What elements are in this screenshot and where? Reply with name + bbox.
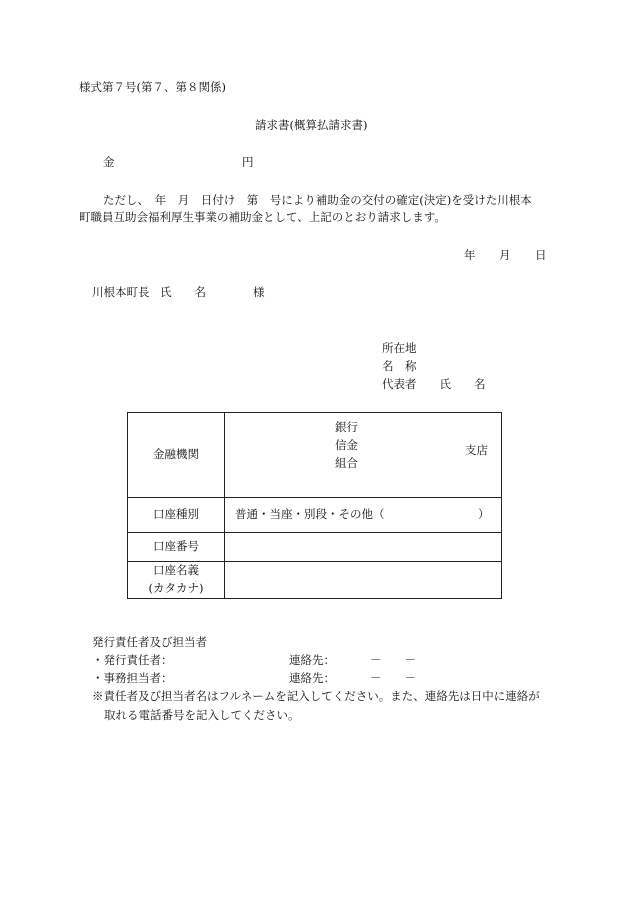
issuer-contact-label: 連絡先： xyxy=(289,653,335,667)
account-number-cell xyxy=(225,533,502,562)
addressee-name-label: 氏 名 xyxy=(160,285,206,299)
institution-types xyxy=(335,419,358,472)
account-type-options: 普通・当座・別段・その他（ xyxy=(235,507,385,522)
account-type-close-paren: ） xyxy=(478,507,490,521)
institution-label: 金融機関 xyxy=(128,413,225,498)
institution-cell xyxy=(225,413,502,498)
addressee-honorific: 様 xyxy=(253,285,265,299)
applicant-representative-label: 代表者 氏 名 xyxy=(382,377,486,391)
form-number: 様式第７号(第７、第８関係) xyxy=(79,80,226,94)
account-name-cell xyxy=(225,562,502,599)
institution-type-bank: 銀行 xyxy=(335,420,358,434)
applicant-address-label: 所在地 xyxy=(382,341,417,355)
staff-contact-format: － － xyxy=(370,671,416,685)
bank-account-table xyxy=(127,412,502,599)
account-name-label: 口座名義 xyxy=(153,563,199,578)
note-line1: ※責任者及び担当者名はフルネームを記入してください。また、連絡先は日中に連絡が xyxy=(92,689,540,703)
addressee-office: 川根本町長 xyxy=(92,285,150,299)
staff-label: ・事務担当者： xyxy=(92,671,173,685)
amount-kin: 金 xyxy=(103,155,115,169)
account-name-label-cell xyxy=(128,562,225,599)
account-type-cell xyxy=(225,498,502,533)
applicant-name-label: 名 称 xyxy=(382,359,417,373)
account-name-kana-label: (カタカナ) xyxy=(148,581,204,595)
amount-en: 円 xyxy=(242,155,254,169)
body-text-line1: ただし、 年 月 日付け 第 号により補助金の交付の確定(決定)を受けた川根本 xyxy=(103,193,532,207)
document-title: 請求書(概算払請求書) xyxy=(255,118,368,132)
date-day: 日 xyxy=(535,248,547,262)
account-number-label: 口座番号 xyxy=(128,533,225,562)
institution-type-shinkin: 信金 xyxy=(335,437,358,452)
responsible-heading: 発行責任者及び担当者 xyxy=(92,635,207,649)
institution-type-kumiai: 組合 xyxy=(335,455,358,470)
body-text-line2: 町職員互助会福利厚生事業の補助金として、上記のとおり請求します。 xyxy=(79,210,446,224)
staff-contact-label: 連絡先： xyxy=(289,671,335,685)
branch-label: 支店 xyxy=(465,443,488,457)
issuer-contact-format: － － xyxy=(370,653,416,667)
date-year: 年 xyxy=(464,248,476,262)
account-type-label: 口座種別 xyxy=(128,498,225,533)
issuer-label: ・発行責任者： xyxy=(92,653,173,667)
date-month: 月 xyxy=(499,248,511,262)
note-line2: 取れる電話番号を記入してください。 xyxy=(104,708,300,722)
